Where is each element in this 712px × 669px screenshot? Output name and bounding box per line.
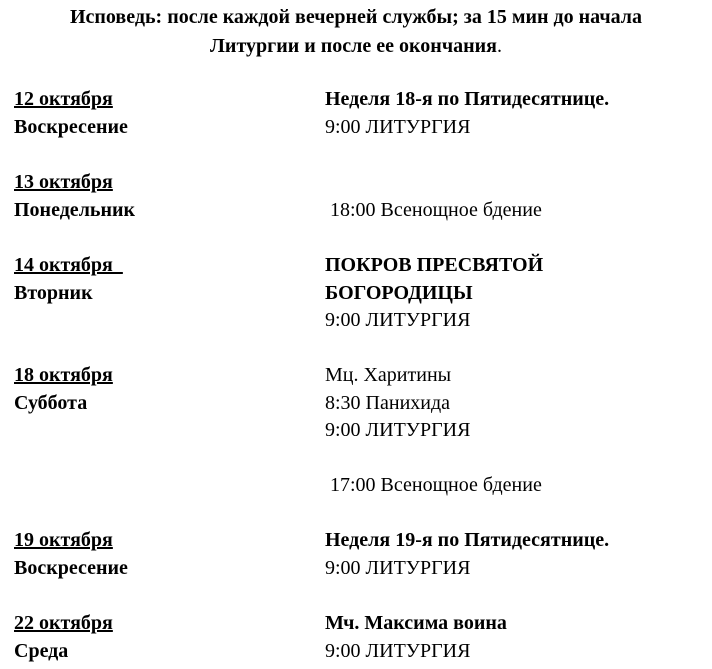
confession-notice-line2: Литургии и после ее окончания — [210, 35, 497, 57]
entry-service: 18:00 Всенощное бдение — [325, 198, 542, 221]
entry-weekday: Воскресение — [14, 115, 128, 138]
entry-feast-line1: ПОКРОВ ПРЕСВЯТОЙ — [325, 254, 544, 276]
entry-evening-service: 17:00 Всенощное бдение — [325, 474, 542, 496]
entry-date: 13 октября — [14, 171, 113, 193]
confession-notice — [0, 3, 712, 61]
entry-weekday: Среда — [14, 639, 69, 662]
entry-service: 9:00 ЛИТУРГИЯ — [325, 309, 471, 331]
entry-feast: Неделя 19-я по Пятидесятнице. — [325, 529, 610, 551]
entry-commemoration: Мц. Харитины — [325, 364, 452, 386]
entry-weekday: Суббота — [14, 391, 88, 414]
entry-date: 14 октября — [14, 254, 123, 276]
entry-feast: Неделя 18-я по Пятидесятнице. — [325, 88, 610, 110]
entry-feast-line2: БОГОРОДИЦЫ — [325, 281, 473, 304]
confession-notice-dot: . — [496, 35, 502, 57]
entry-service: 9:00 ЛИТУРГИЯ — [325, 639, 471, 662]
entry-weekday: Воскресение — [14, 556, 128, 579]
entry-service: 9:00 ЛИТУРГИЯ — [325, 556, 471, 579]
entry-weekday: Вторник — [14, 281, 93, 304]
entry-service-liturgy: 9:00 ЛИТУРГИЯ — [325, 419, 471, 441]
entry-date: 22 октября — [14, 612, 113, 634]
entry-service-memorial: 8:30 Панихида — [325, 391, 451, 414]
entry-date: 12 октября — [14, 88, 113, 110]
entry-date: 18 октября — [14, 364, 113, 386]
entry-weekday: Понедельник — [14, 198, 136, 221]
entry-feast: Мч. Максима воина — [325, 612, 507, 634]
entry-date: 19 октября — [14, 529, 113, 551]
entry-service: 9:00 ЛИТУРГИЯ — [325, 115, 471, 138]
confession-notice-line1: Исповедь: после каждой вечерней службы; за 15 мин до начала — [69, 6, 643, 28]
